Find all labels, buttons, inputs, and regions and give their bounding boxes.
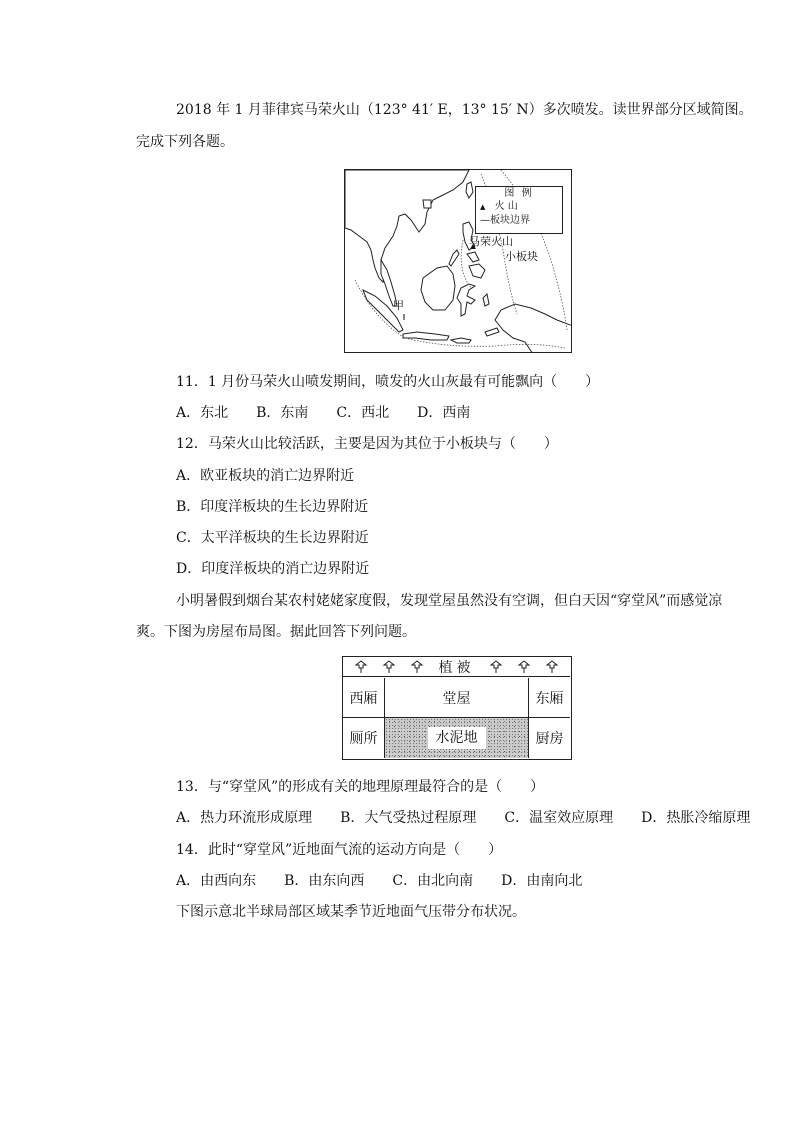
- legend-volcano-label: 火 山: [494, 201, 518, 212]
- hainan-island: [423, 200, 431, 208]
- q12-option-b: B．印度洋板块的生长边界附近: [176, 499, 369, 515]
- toilet-cell: [343, 718, 385, 758]
- tree-icon: [354, 660, 368, 674]
- tree-icon: [382, 660, 396, 674]
- new-guinea: [495, 304, 572, 353]
- volcano-icon: ▲: [480, 203, 486, 211]
- q11-stem: 11．1 月份马荣火山喷发期间，喷发的火山灰最有可能飘向（ ）: [176, 374, 600, 390]
- lesser-sunda: [451, 338, 471, 343]
- label-small-plate: 小板块: [505, 250, 538, 263]
- map-legend: [475, 186, 563, 234]
- maluku: [483, 294, 489, 306]
- vegetation-row: [343, 657, 570, 677]
- taiwan-island: [466, 182, 473, 198]
- tree-icon: [410, 660, 424, 674]
- main-hall-label: 堂屋: [442, 690, 471, 707]
- q11-options: A．东北 B．东南 C．西北 D．西南: [176, 405, 471, 421]
- passage3-line-1: 下图示意北半球局部区域某季节近地面气压带分布状况。: [176, 904, 526, 920]
- sulawesi: [457, 284, 475, 316]
- southeast-asia-map: [344, 169, 572, 353]
- q14-stem: 14．此时“穿堂风”近地面气流的运动方向是（ ）: [176, 842, 503, 858]
- passage2-line-1: 小明暑假到烟台某农村姥姥家度假，发现堂屋虽然没有空调，但白天因“穿堂风”而感觉凉: [176, 593, 723, 609]
- q14-options: A．由西向东 B．由东向西 C．由北向南 D．由南向北: [176, 873, 583, 889]
- main-hall-cell: [385, 678, 529, 718]
- java: [403, 332, 449, 340]
- philippines-visayas: [467, 252, 479, 262]
- timor: [485, 328, 499, 336]
- kitchen-label: 厨房: [535, 731, 564, 747]
- q13-stem: 13．与“穿堂风”的形成有关的地理原理最符合的是（ ）: [176, 779, 545, 795]
- west-wing-label: 西厢: [349, 690, 378, 707]
- concrete-yard-cell: [385, 718, 529, 758]
- tree-icon: [489, 660, 503, 674]
- east-wing-cell: [529, 678, 570, 718]
- vegetation-label: 植被: [438, 659, 475, 676]
- legend-volcano-row: [476, 200, 562, 214]
- q12-option-c: C．太平洋板块的生长边界附近: [176, 530, 369, 546]
- legend-boundary-row: [476, 214, 562, 227]
- q12-option-d: D．印度洋板块的消亡边界附近: [176, 561, 370, 577]
- concrete-yard-label: 水泥地: [428, 727, 486, 749]
- tree-icon: [545, 660, 559, 674]
- q13-options: A．热力环流形成原理 B．大气受热过程原理 C．温室效应原理 D．热胀冷缩原理: [176, 810, 751, 826]
- q12-option-a: A．欧亚板块的消亡边界附近: [176, 468, 355, 484]
- intro-line-1: 2018 年 1 月菲律宾马荣火山（123° 41′ E，13° 15′ N）多次喷发。读世界部分区域简图。: [176, 102, 753, 118]
- legend-boundary-label: 板块边界: [490, 215, 530, 226]
- west-wing-cell: [343, 678, 385, 718]
- philippines-mindanao: [469, 264, 485, 278]
- house-layout-diagram: [342, 656, 572, 760]
- label-jia: 甲: [393, 299, 404, 312]
- tree-icon: [517, 660, 531, 674]
- borneo: [421, 266, 455, 310]
- passage2-line-2: 爽。下图为房屋布局图。据此回答下列问题。: [136, 624, 416, 640]
- boundary-line-icon: —: [480, 215, 490, 226]
- intro-line-2: 完成下列各题。: [136, 134, 234, 150]
- toilet-label: 厕所: [349, 731, 378, 747]
- kitchen-cell: [529, 718, 570, 758]
- east-wing-label: 东厢: [535, 690, 564, 707]
- palawan: [449, 250, 459, 266]
- legend-title: 图 例: [504, 188, 534, 199]
- q12-stem: 12．马荣火山比较活跃，主要是因为其位于小板块与（ ）: [176, 436, 558, 452]
- label-mayon-volcano: 马荣火山: [469, 235, 513, 248]
